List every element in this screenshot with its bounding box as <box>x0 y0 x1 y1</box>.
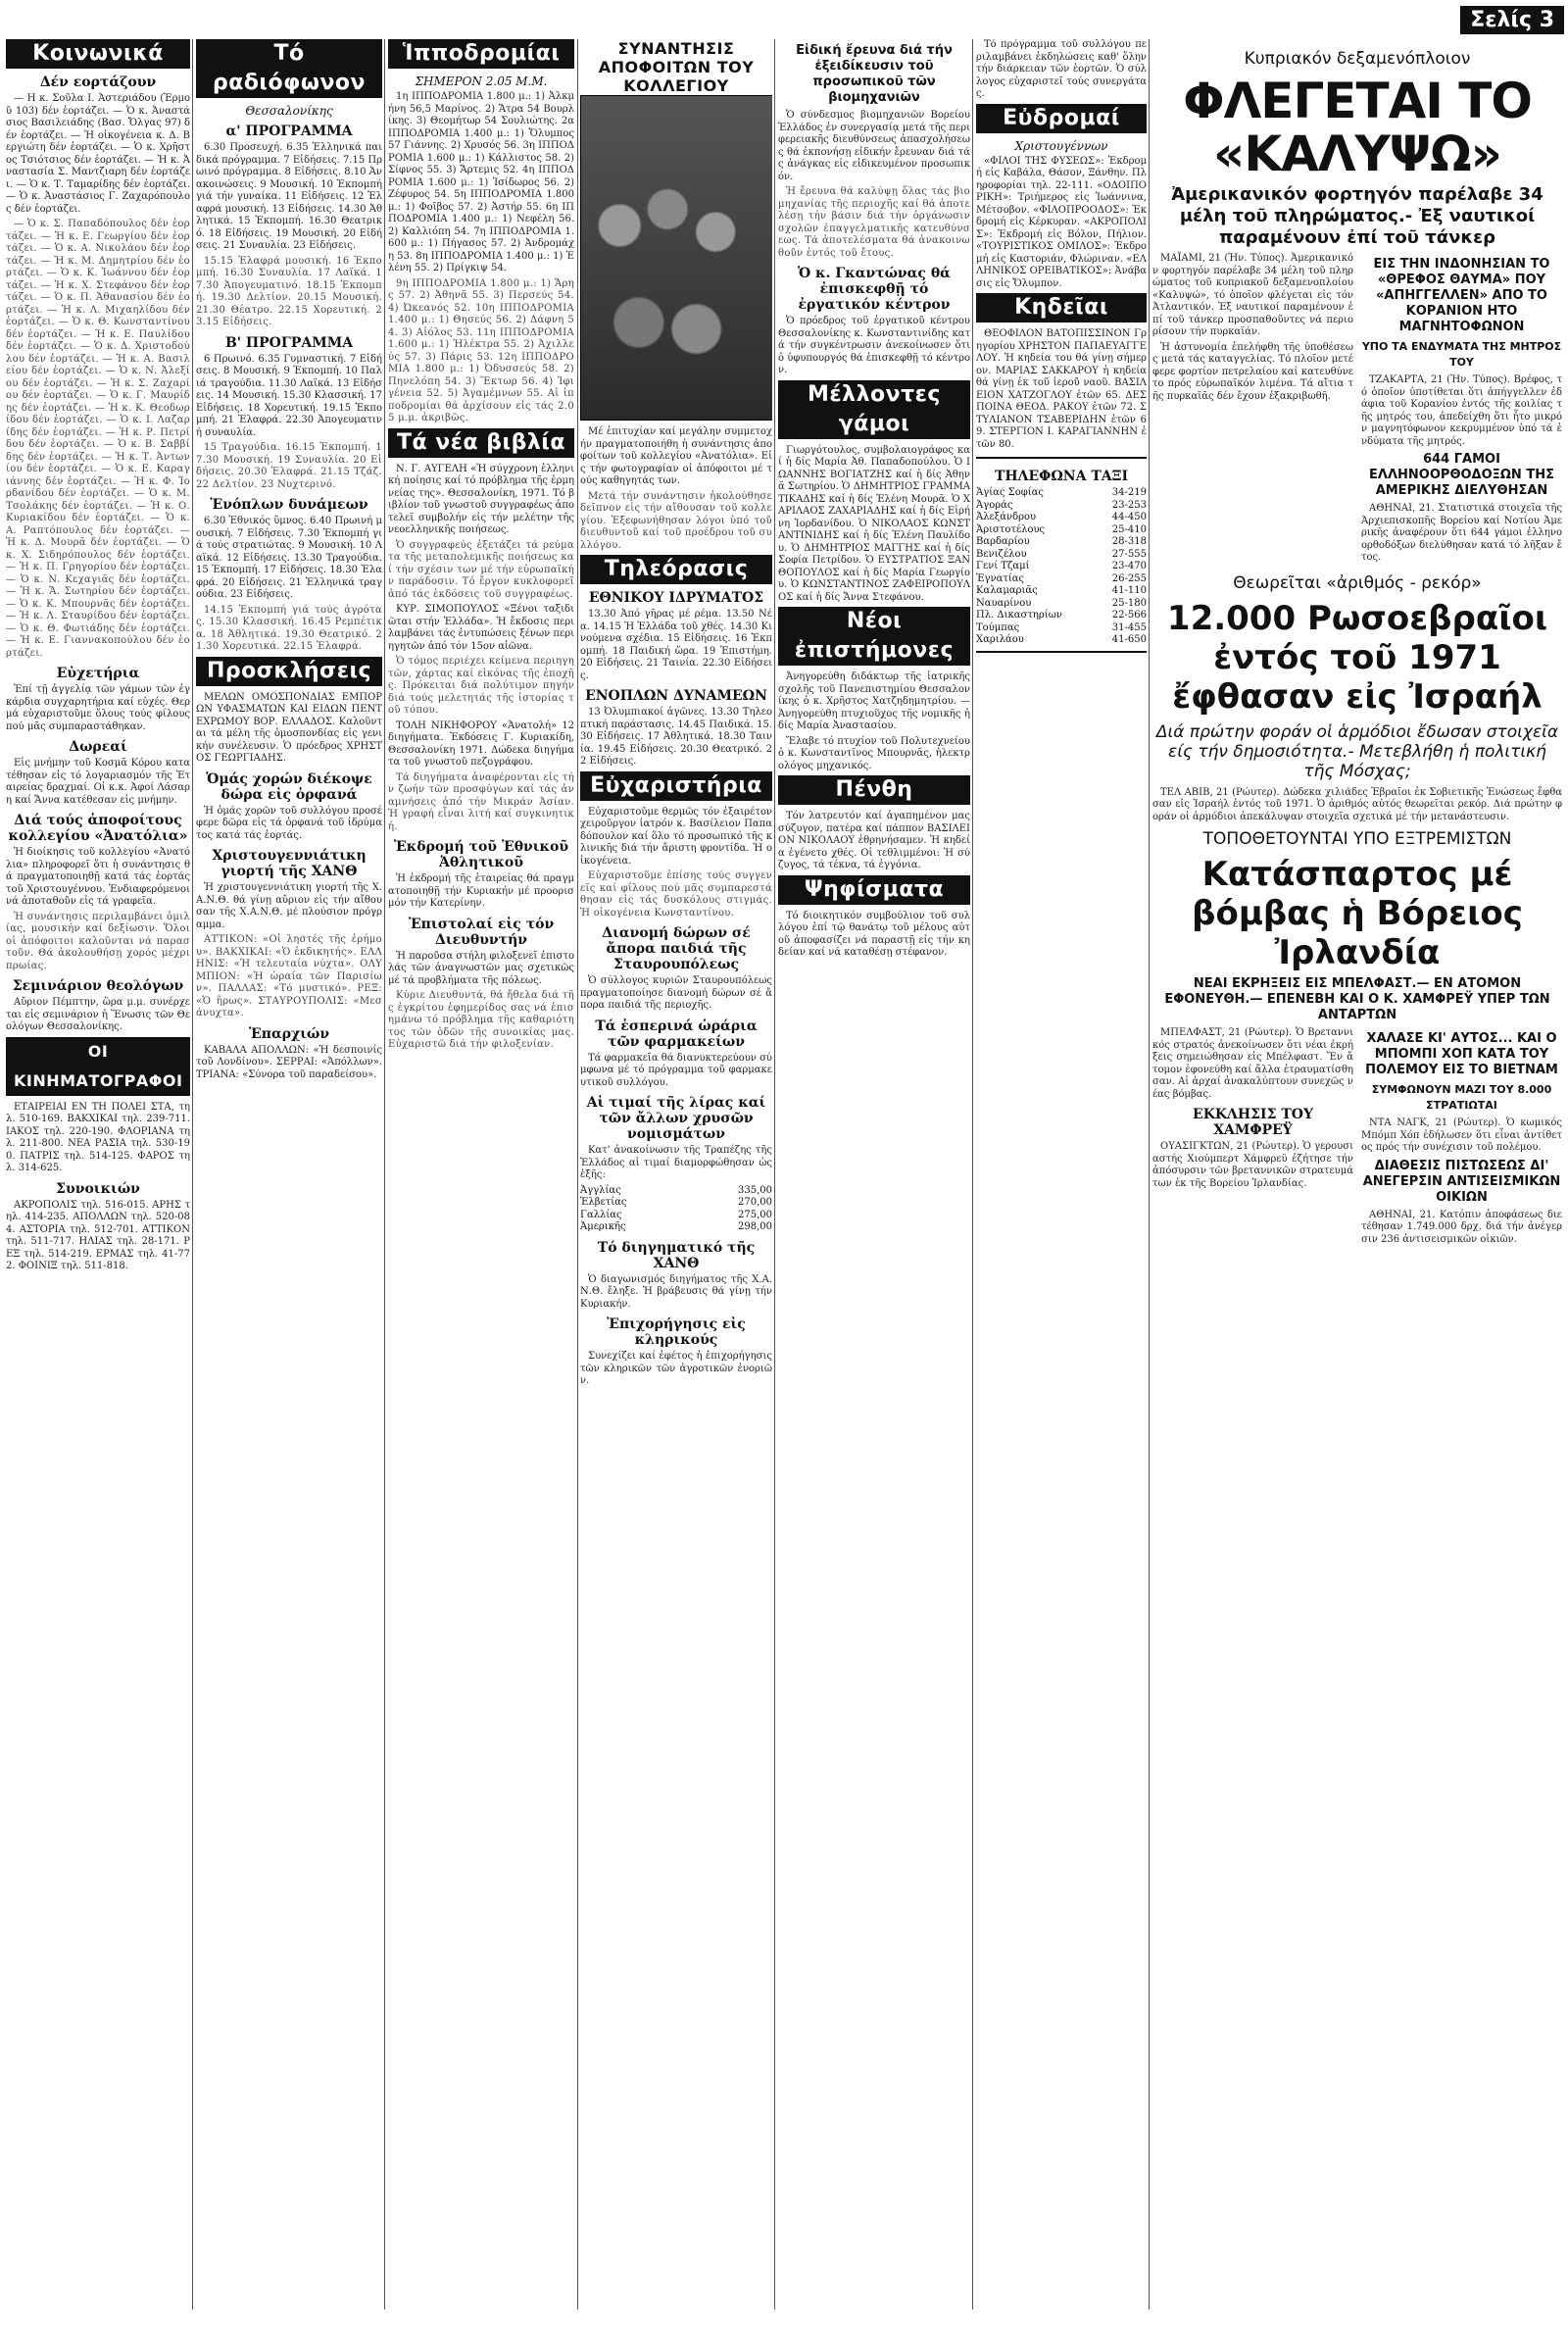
races-text: 1η ΙΠΠΟΔΡΟΜΙΑ 1.800 μ.: 1) Ἀλκμήνη 56,5 Μαρίνος. 2) Ἄτρα 54 Βουρλίκης. 3) Θεομήτωρ 54 Σουλιώτης. 2α ΙΠΠΟΔΡΟΜΙΑ 1.400 μ.: 1) Ὄλυμπος 57 Γιάννης. 2) Χρυσός 56. 3η ΙΠΠΟΔΡΟΜΙΑ 1.600 μ.: 1) Κάλλιστος 58. 2) Σίφνος 55. 3) Ἄρτεμις 52. 4η ΙΠΠΟΔΡΟΜΙΑ 1.600 μ.: 1) Ἰσίδωρος 56. 2) Ζέφυρος 54. 5η ΙΠΠΟΔΡΟΜΙΑ 1.800 μ.: 1) Φοῖβος 57. 2) Ἀστήρ 55. 6η ΙΠΠΟΔΡΟΜΙΑ 1.400 μ.: 1) Νεφέλη 56. 2) Καλλιόπη 54. 7η ΙΠΠΟΔΡΟΜΙΑ 1.600 μ.: 1) Πήγασος 57. 2) Ἀνδρομάχη 53. 8η ΙΠΠΟΔΡΟΜΙΑ 1.400 μ.: 1) Ἑλένη 55. 2) Πρίγκιψ 54. 9η ΙΠΠΟΔΡΟΜΙΑ 1.800 μ.: 1) Ἄρης 57. 2) Ἀθηνᾶ 55. 3) Περσεύς 54. 4) Ὠκεανός 52. 10η ΙΠΠΟΔΡΟΜΙΑ 1.400 μ.: 1) Θησεύς 56. 2) Δάφνη 54. 3) Αἰόλος 53. 11η ΙΠΠΟΔΡΟΜΙΑ 1.600 μ.: 1) Ἠλέκτρα 55. 2) Ἀχιλλεύς 57. 3) Πάρις 53. 12η ΙΠΠΟΔΡΟΜΙΑ 1.800 μ.: 1) Ὀδυσσεύς 58. 2) Πηνελόπη 54. 3) Ἕκτωρ 56. 4) Ἰφιγένεια 52. 5) Ἀγαμέμνων 55. Αἱ ἱπποδρομίαι θά ἀρχίσουν εἰς τάς 2.05 μ.μ. ἀκριβῶς. <box>388 91 574 423</box>
excursions-banner: Εὐδρομαί <box>976 104 1147 133</box>
kicker-ireland: ΤΟΠΟΘΕΤΟΥΝΤΑΙ ΥΠΟ ΕΞΤΡΕΜΙΣΤΩΝ <box>1202 829 1512 849</box>
column-rule <box>972 39 973 2309</box>
row-value: 22-566 <box>1111 610 1147 620</box>
column-alumni <box>580 39 772 2309</box>
gifts-text: Ὁ σύλλογος κυριῶν Σταυρουπόλεως πραγματοποίησε διανομή δώρων σέ ἄπορα παιδιά τῆς περιοχῆς. <box>580 975 772 1011</box>
row-value: 34-219 <box>1111 487 1147 498</box>
alumni-heading: Διά τούς ἀποφοίτους κολλεγίου «Ἀνατόλια» <box>8 813 188 844</box>
kicker-israel: Θεωρεῖται «ἀριθμός - ρεκόρ» <box>1233 572 1482 593</box>
row-value: 25-180 <box>1111 597 1147 609</box>
resolutions-banner: Ψηφίσματα <box>778 875 970 905</box>
research-heading: Εἰδική ἔρευνα διά τήν ἐξειδίκευσιν τοῦ προσωπικοῦ τῶν βιομηχανιῶν <box>796 43 953 105</box>
pharmacy-text: Τά φαρμακεῖα θά διανυκτερεύουν σύμφωνα μέ τό πρόγραμμα τοῦ φαρμακευτικοῦ συλλόγου. <box>580 1052 772 1088</box>
story-contest-heading: Τό διηγηματικό τῆς ΧΑΝΘ <box>597 1239 756 1271</box>
row-label: Ἀγοράς <box>976 499 1013 511</box>
table-row <box>976 487 1147 500</box>
clergy-text: Συνεχίζει καί ἐφέτος ἡ ἐπιχορήγησις τῶν κληρικῶν τῶν ἀγροτικῶν ἐνοριῶν. <box>580 1351 772 1386</box>
row-value: 23-253 <box>1111 499 1147 511</box>
column-races <box>388 39 574 2309</box>
row-value: 28-318 <box>1111 536 1147 547</box>
row-value: 298,00 <box>738 1221 772 1232</box>
bobhope-subheading: ΣΥΜΦΩΝΟΥΝ ΜΑΖΙ ΤΟΥ 8.000 ΣΤΡΑΤΙΩΤΑΙ <box>1371 1083 1552 1112</box>
headline-kalypso: ΦΛΕΓΕΤΑΙ ΤΟ «ΚΑΛΥΨΩ» <box>1183 73 1532 182</box>
row-label: Ναυαρίνου <box>976 597 1032 609</box>
scientists-banner: Νέοι ἐπιστήμονες <box>778 607 970 666</box>
row-value: 270,00 <box>738 1197 772 1208</box>
row-label: Ἀγγλίας <box>580 1184 621 1196</box>
dek-kalypso: Ἀμερικανικόν φορτηγόν παρέλαβε 34 μέλη τοῦ πληρώματος.- Ἐξ ναυτικοί παραμένουν ἐπί τοῦ τάνκερ <box>1171 184 1544 248</box>
alumni-photo <box>580 95 772 421</box>
table-row <box>580 1185 772 1198</box>
excursion-text: Ἡ ἐκδρομή τῆς ἑταιρείας θά πραγματοποιηθῇ τήν Κυριακήν μέ προορισμόν τήν Κατερίνην. <box>388 873 574 909</box>
seminar-text: Αὔριον Πέμπτην, ὥρα μ.μ. συνέρχεται εἰς σεμινάριον ἡ Ἕνωσις τῶν Θεολόγων Θεσσαλονίκης. <box>6 997 190 1032</box>
row-value: 27-555 <box>1111 548 1147 560</box>
forces-heading: Ἐνόπλων δυνάμεων <box>210 497 368 513</box>
races-banner: Ἱπποδρομίαι <box>388 39 574 69</box>
dek-israel: Διά πρώτην φοράν οἱ ἁρμόδιοι ἔδωσαν στοιχεῖα είς τήν δημοσιότητα.- Μετεβλήθη ἡ πολιτική τῆς Μόσχας; <box>1155 721 1559 781</box>
donations-heading: Δωρεαί <box>69 739 127 755</box>
column-rule <box>1149 39 1150 2309</box>
table-row <box>976 585 1147 598</box>
kalypso-text: ΜΑΪΑΜΙ, 21 (Ἡν. Τύπος). Ἀμερικανικόν φορτηγόν παρέλαβε 34 μέλη τοῦ πληρώματος τοῦ κυπριακοῦ δεξαμενοπλοίου «Καλυψώ», τό ὁποῖον φλέγεται εἰς τόν Ἀτλαντικόν. Ἐξ ναυτικοί παραμένουν ἐπί τοῦ τάνκερ προσπαθοῦντες νά περιορίσουν τήν πυρκαϊάν. Ἡ ἀστυνομία ἐπελήφθη τῆς ὑποθέσεως μετά τάς καταγγελίας. Τό πλοῖον μετέφερε φορτίον πετρελαίου καί κατευθύνετο πρός εὐρωπαϊκόν λιμένα. Τά αἴτια τῆς πυρκαϊᾶς δέν ἔχουν ἐξακριβωθῆ. <box>1152 253 1353 402</box>
table-row <box>976 561 1147 573</box>
ireland-split <box>1152 1027 1562 1249</box>
radio-banner: Τό ραδιόφωνον <box>196 39 382 98</box>
row-value: 23-470 <box>1111 561 1147 571</box>
israel-text: ΤΕΛ ΑΒΙΒ, 21 (Ρώυτερ). Δώδεκα χιλιάδες Ἑβραῖοι ἐκ Σοβιετικῆς Ἑνώσεως ἔφθασαν εἰς Ἰσραήλ ἐντός τοῦ 1971. Ὁ ἀριθμός αὐτός θεωρεῖται ρεκόρ. Διά πρώτην φοράν οἱ ἁρμόδιοι ἀπεκάλυψαν στοιχεῖα σχετικά μέ τήν μετανάστευσιν. <box>1152 786 1562 822</box>
taxi-table <box>976 487 1147 647</box>
credit-heading: ΔΙΑΘΕΣΙΣ ΠΙΣΤΩΣΕΩΣ ΔΙ' ΑΝΕΓΕΡΣΙΝ ΑΝΤΙΣΕΙΣΜΙΚΩΝ ΟΙΚΙΩΝ <box>1362 1158 1561 1205</box>
row-label: Ἐγνατίας <box>976 572 1025 584</box>
table-row <box>976 622 1147 635</box>
section-tag: Σελίς 3 <box>1460 6 1564 34</box>
alumni-text: Ἡ διοίκησις τοῦ κολλεγίου «Ἀνατόλια» πληροφορεῖ ὅτι ἡ συνάντησις θά πραγματοποιηθῇ κατά τάς ἑορτάς τοῦ Χριστουγέννου. Ἐνδιαφερόμενοι νά ἀποταθοῦν εἰς τά γραφεῖα. Ἡ συνάντησις περιλαμβάνει ὁμιλίας, μουσικήν καί δεξίωσιν. Ὅλοι οἱ ἀπόφοιτοι καλοῦνται νά παραστοῦν. Θά ἀκολουθήσῃ χορός μέχρι πρωίας. <box>6 847 190 971</box>
column-news <box>1152 43 1562 2309</box>
gold-prices-table <box>580 1185 772 1234</box>
races-intro: ΣΗΜΕΡΟΝ 2.05 Μ.Μ. <box>415 74 548 88</box>
choir-heading: Ὁμάς χορών διέκοψε δώρα εἰς ὀρφανά <box>206 770 372 803</box>
headline-israel: 12.000 Ρωσοεβραῖοι ἐντός τοῦ 1971 ἔφθασαν εἰς Ἰσραήλ <box>1166 598 1548 717</box>
forces-text: 6.30 Ἐθνικός ὕμνος. 6.40 Πρωινή μουσική. 7 Εἰδήσεις. 7.30 Ἐκπομπή γιά τούς στρατιώτας. 9 Μουσική. 10 Λαϊκά. 12 Εἰδήσεις. 13.30 Τραγούδια. 15 Ἐκπομπή. 17 Εἰδήσεις. 18.30 Ἐλαφρά. 20 Εἰδήσεις. 21 Ἐλληνικά τραγούδια. 23 Εἰδήσεις. 14.15 Ἐκπομπή γιά τούς ἀγρότας. 15.30 Κλασσική. 16.45 Ρεμπέτικα. 18 Ἀθλητικά. 19.30 Θεατρικό. 21.30 Χορευτικά. 22.15 Ἐλαφρά. <box>196 516 382 652</box>
ireland-text: ΜΠΕΛΦΑΣΤ, 21 (Ρώυτερ). Ὁ Βρεταννικός στρατός ἀνεκοίνωσεν ὅτι νέαι ἐκρήξεις σημειώθησαν εἰς Μπέλφαστ. Ἕν ἄτομον ἐφονεύθη καί ἄλλα ἐτραυματίσθησαν. Αἱ ἀρχαί ἀνακαλύπτουν συνεχῶς νέας βόμβας. <box>1152 1027 1353 1100</box>
books-banner: Τά νέα βιβλία <box>388 428 574 458</box>
society-banner: Κοινωνικά <box>6 39 190 69</box>
donations-text: Εἰς μνήμην τοῦ Κοσμᾶ Κόρου κατατέθησαν εἰς τό λογαριασμόν τῆς Ἐταιρείας δραχμαί. Οἱ κ.κ. Ἀφοί Λάσαρη καί Ἄννα κατέθεσαν εἰς μνήμην. <box>6 758 190 806</box>
gold-text: Κατ' ἀνακοίνωσιν τῆς Τραπέζης τῆς Ἑλλάδος αἱ τιμαί διαμορφώθησαν ὡς ἑξῆς: <box>580 1145 772 1180</box>
suburbs-heading: Συνοικιών <box>56 1180 140 1197</box>
station-name: Θεσσαλονίκης <box>245 104 333 118</box>
tv-banner: Τηλεόρασις <box>580 555 772 584</box>
mourning-text: Τόν λατρευτόν καί ἀγαπημένον μας σύζυγον, πατέρα καί πάππον ΒΑΣΙΛΕΙΟΝ ΝΙΚΟΛΑΟΥ ἐθρηνήσαμεν. Ἡ κηδεία ἐγένετο χθές. Οἱ τεθλιμμένοι: Ἡ σύζυγος, τά τέκνα, τά ἐγγόνια. <box>778 811 970 870</box>
weddings-banner: Μέλλοντες γάμοι <box>778 380 970 439</box>
program-b-heading: Β' ΠΡΟΓΡΑΜΜΑ <box>224 334 354 351</box>
credit-text: ΑΘΗΝΑΙ, 21. Κατόπιν ἀποφάσεως διετέθησαν 1.749.000 δρχ. διά τήν ἀνέγερσιν 236 ἀντισεισμικῶν οἰκιῶν. <box>1361 1209 1562 1245</box>
indonesia-text: ΤΖΑΚΑΡΤΑ, 21 (Ἡν. Τύπος). Βρέφος, τό ὁποῖον ὑποτίθεται ὅτι ἀπήγγελλεν ἐδάφια τοῦ Κορανίου ἐντός τῆς κοιλίας τῆς μητρός του, ἀπεδείχθη ὅτι ἦτο μικρόν μαγνητόφωνον κεκρυμμένον ὑπό τά ἐνδύματα τῆς μητρός. <box>1361 374 1562 447</box>
headline-ireland: Κατάσπαρτος μέ βόμβας ἡ Βόρειος Ἰρλανδία <box>1192 855 1523 972</box>
invitations-banner: Προσκλήσεις <box>196 657 382 686</box>
names-heading: Δέν εορτάζουν <box>39 74 157 90</box>
filler-text: — Ὁ κ. Σ. Παπαδόπουλος δέν ἑορτάζει. — Ἡ κ. Ε. Γεωργίου δέν ἑορτάζει. — Ὁ κ. Α. Νικολάου δέν ἑορτάζει. — Ἡ κ. Μ. Δημητρίου δέν ἑορτάζει. — Ὁ κ. Κ. Ἰωάννου δέν ἑορτάζει. — Ἡ κ. Χ. Στεφάνου δέν ἑορτάζει. — Ὁ κ. Π. Ἀθανασίου δέν ἑορτάζει. — Ἡ κ. Λ. Μιχαηλίδου δέν ἑορτάζει. — Ὁ κ. Θ. Κωνσταντίνου δέν ἑορτάζει. — Ἡ κ. Ε. Παυλίδου δέν ἑορτάζει. — Ὁ κ. Δ. Χριστοδούλου δέν ἑορτάζει. — Ἡ κ. Α. Βασιλείου δέν ἑορτάζει. — Ὁ κ. Ν. Ἀλεξίου δέν ἑορτάζει. — Ἡ κ. Σ. Ζαχαρίου δέν ἑορτάζει. — Ὁ κ. Γ. Μαυρίδης δέν ἑορτάζει. — Ἡ κ. Κ. Θεοδωρίδου δέν ἑορτάζει. — Ὁ κ. Ι. Λαζαρίδης δέν ἑορτάζει. — Ἡ κ. Ρ. Πετρίδου δέν ἑορτάζει. — Ὁ κ. Β. Σαββίδης δέν ἑορτάζει. — Ἡ κ. Τ. Ἀντωνίου δέν ἑορτάζει. — Ὁ κ. Ε. Καραγιάννης δέν ἑορτάζει. — Ἡ κ. Φ. Ἰορδανίδου δέν ἑορτάζει. — Ὁ κ. Μ. Τσολάκης δέν ἑορτάζει. — Ἡ κ. Ο. Κυριακίδου δέν ἑορτάζει. — Ὁ κ. Α. Ραπτόπουλος δέν ἑορτάζει. — Ἡ κ. Δ. Μουρᾶ δέν ἑορτάζει. — Ὁ κ. Χ. Σιδηρόπουλος δέν ἑορτάζει. — Ἡ κ. Π. Γρηγορίου δέν ἑορτάζει. — Ὁ κ. Ν. Κεχαγιᾶς δέν ἑορτάζει. — Ἡ κ. Ἄ. Σωτηρίου δέν ἑορτάζει. — Ὁ κ. Κ. Μπουρνᾶς δέν ἑορτάζει. — Ἡ κ. Λ. Σταυρίδου δέν ἑορτάζει. — Ὁ κ. Θ. Φωτιάδης δέν ἑορτάζει. — Ἡ κ. Ε. Γιαννακοπούλου δέν ἑορτάζει. <box>6 219 190 659</box>
row-value: 31-455 <box>1111 621 1147 633</box>
bobhope-text: ΝΤΑ ΝΑΓΚ, 21 (Ρώυτερ). Ὁ κωμικός Μπόμπ Χόπ ἐδήλωσεν ὅτι εἶναι ἀντίθετος πρός τήν συνέχισιν τοῦ πολέμου. <box>1361 1117 1562 1153</box>
column-radio <box>196 39 382 2309</box>
row-label: Βενιζέλου <box>976 548 1027 560</box>
marriages-text: ΑΘΗΝΑΙ, 21. Στατιστικά στοιχεῖα τῆς Ἀρχιεπισκοπῆς Βορείου καί Νοτίου Ἀμερικῆς ἀναφέρουν ὅτι 644 γάμοι ἐλληνοορθοδόξων διελύθησαν κατά τό λῆξαν ἔτος. <box>1361 503 1562 563</box>
column-rule <box>774 39 775 2309</box>
row-label: Γαλλίας <box>580 1209 622 1220</box>
labor-center-text: Ὁ πρόεδρος τοῦ ἐργατικοῦ κέντρου Θεσσαλονίκης κ. Κωνσταντινίδης κατά τήν συγκέντρωσιν ἀνεκοίνωσεν ὅτι ὁ ὑφυπουργός θά ἐπισκεφθῇ τό κέντρον. <box>778 316 970 375</box>
table-row <box>976 573 1147 586</box>
thanks-banner: Εὐχαριστήρια <box>580 771 772 801</box>
names-text: — Η κ. Σοῦλα Ι. Ἀστεριάδου (Ἑρμοῦ 103) δέν ἑορτάζει. — Ὁ κ. Ἀναστάσιος Βασιλειάδης (Βασ. Ὄλγας 97) δέν ἑορτάζει. — Ἡ οἰκογένεια κ. Δ. Βεργιώτη δέν ἑορτάζει. — Ὁ κ. Χρῆστος Τσιότσιος δέν ἑορτάζει. — Ἡ κ. Ἀναστασία Σ. Μαντζιαρη δέν ἑορτάζει. — Ὁ κ. Τ. Ταμαρίδης δέν ἑορτάζει. — Ὁ κ. Ἀναστάσιος Γ. Ζαχαρόπουλος δέν ἑορτάζει. — Ὁ κ. Σ. Παπαδόπουλος δέν ἑορτάζει. — Ἡ κ. Ε. Γεωργίου δέν ἑορτάζει. — Ὁ κ. Α. Νικολάου δέν ἑορτάζει. — Ἡ κ. Μ. Δημητρίου δέν ἑορτάζει. — Ὁ κ. Κ. Ἰωάννου δέν ἑορτάζει. — Ἡ κ. Χ. Στεφάνου δέν ἑορτάζει. — Ὁ κ. Π. Ἀθανασίου δέν ἑορτάζει. — Ἡ κ. Λ. Μιχαηλίδου δέν ἑορτάζει. — Ὁ κ. Θ. Κωνσταντίνου δέν ἑορτάζει. — Ἡ κ. Ε. Παυλίδου δέν ἑορτάζει. — Ὁ κ. Δ. Χριστοδούλου δέν ἑορτάζει. — Ἡ κ. Α. Βασιλείου δέν ἑορτάζει. — Ὁ κ. Ν. Ἀλεξίου δέν ἑορτάζει. — Ἡ κ. Σ. Ζαχαρίου δέν ἑορτάζει. — Ὁ κ. Γ. Μαυρίδης δέν ἑορτάζει. — Ἡ κ. Κ. Θεοδωρίδου δέν ἑορτάζει. — Ὁ κ. Ι. Λαζαρίδης δέν ἑορτάζει. — Ἡ κ. Ρ. Πετρίδου δέν ἑορτάζει. — Ὁ κ. Β. Σαββίδης δέν ἑορτάζει. — Ἡ κ. Τ. Ἀντωνίου δέν ἑορτάζει. — Ὁ κ. Ε. Καραγιάννης δέν ἑορτάζει. — Ἡ κ. Φ. Ἰορδανίδου δέν ἑορτάζει. — Ὁ κ. Μ. Τσολάκης δέν ἑορτάζει. — Ἡ κ. Ο. Κυριακίδου δέν ἑορτάζει. — Ὁ κ. Α. Ραπτόπουλος δέν ἑορτάζει. — Ἡ κ. Δ. Μουρᾶ δέν ἑορτάζει. — Ὁ κ. Χ. Σιδηρόπουλος δέν ἑορτάζει. — Ἡ κ. Π. Γρηγορίου δέν ἑορτάζει. — Ὁ κ. Ν. Κεχαγιᾶς δέν ἑορτάζει. — Ἡ κ. Ἄ. Σωτηρίου δέν ἑορτάζει. — Ὁ κ. Κ. Μπουρνᾶς δέν ἑορτάζει. — Ἡ κ. Λ. Σταυρίδου δέν ἑορτάζει. — Ὁ κ. Θ. Φωτιάδης δέν ἑορτάζει. — Ἡ κ. Ε. Γιαννακοπούλου δέν ἑορτάζει. <box>6 93 190 659</box>
table-row <box>976 512 1147 524</box>
alumni-meeting-heading: ΣΥΝΑΝΤΗΣΙΣ ΑΠΟΦΟΙΤΩΝ ΤΟΥ ΚΟΛΛΕΓΙΟΥ <box>598 39 755 95</box>
excursion-heading: Ἐκδρομή τοῦ Ἐθνικοῦ Ἀθλητικοῦ <box>393 839 569 870</box>
scientists-text: Ἀνηγορεύθη διδάκτωρ τῆς ἰατρικῆς σχολῆς τοῦ Πανεπιστημίου Θεσσαλονίκης ὁ κ. Χρῆστος Χατζηδημητρίου. — Ἀνηγορεύθη πτυχιοῦχος τῆς νομικῆς ἡ δίς Μαρία Ἀναστασίου. Ἔλαβε τό πτυχίον τοῦ Πολυτεχνείου ὁ κ. Κωνσταντῖνος Μπουρνᾶς, ἡλεκτρολόγος μηχανικός. <box>778 671 970 771</box>
xmas-heading: Χριστουγεννιάτικη γιορτή τῆς ΧΑΝΘ <box>212 848 367 879</box>
letters-heading: Ἐπιστολαί εἰς τόν Διευθυντήν <box>408 916 555 948</box>
column-excursions <box>976 39 1147 2309</box>
mourning-banner: Πένθη <box>778 775 970 805</box>
table-row <box>580 1221 772 1234</box>
photo-caption: Μέ ἐπιτυχίαν καί μεγάλην συμμετοχήν πραγματοποιήθη ἡ συνάντησις ἀποφοίτων τοῦ κολλεγίου «Ἀνατόλια». Εἰς τήν φωτογραφίαν οἱ ἀπόφοιτοι μέ τούς καθηγητάς των. Μετά τήν συνάντησιν ἠκολούθησε δεῖπνον εἰς τήν αἴθουσαν τοῦ κολλεγίου. Ἐξεφωνήθησαν λόγοι ὑπό τοῦ διευθυντοῦ καί τοῦ προέδρου τοῦ συλλόγου. <box>580 426 772 551</box>
row-value: 335,00 <box>738 1184 772 1196</box>
row-label: Ἀριστοτέλους <box>976 523 1046 535</box>
tv-b-text: 13 Ὀλυμπιακοί ἀγῶνες. 13.30 Τηλεοπτική παράστασις. 14.45 Παιδικά. 15.30 Εἰδήσεις. 17 Ἀθλητικά. 18.30 Ταινία. 19.45 Εἰδήσεις. 20.30 Θεατρικό. 22 Εἰδήσεις. <box>580 707 772 767</box>
row-label: Βαρδαρίου <box>976 536 1030 547</box>
dek-ireland: ΝΕΑΙ ΕΚΡΗΞΕΙΣ ΕΙΣ ΜΠΕΛΦΑΣΤ.— ΕΝ ΑΤΟΜΟΝ ΕΦΟΝΕΥΘΗ.— ΕΠΕΝΕΒΗ ΚΑΙ Ο Κ. ΧΑΜΦΡΕΫ ΥΠΕΡ ΤΩΝ ΑΝΤΑΡΤΩΝ <box>1164 976 1550 1022</box>
table-row <box>976 598 1147 611</box>
funerals-text: ΘΕΟΦΙΛΟΝ ΒΑΤΟΠΙΣΣΙΝΟΝ Γρηγορίου ΧΡΗΣΤΟΝ ΠΑΠΑΕΥΑΓΓΕΛΟΥ. Ἡ κηδεία του θά γίνῃ σήμερον. ΜΑΡΙΑΣ ΣΑΚΚΑΡΟΥ ἡ κηδεία θά γίνῃ ἐκ τοῦ ἱεροῦ ναοῦ. ΒΑΣΙΛΕΙΟΝ ΧΑΤΖΟΓΛΟΥ ἐτῶν 65. ΔΕΣΠΟΙΝΑ ΘΕΟΔ. ΡΑΚΟΥ ἐτῶν 72. ΣΤΥΛΙΑΝΟΝ ΤΣΑΒΕΡΙΔΗΝ ἐτῶν 69. ΣΤΕΡΓΙΟΝ Ι. ΚΑΡΑΓΙΑΝΝΗΝ ἐτῶν 80. <box>976 328 1147 450</box>
province-heading: Ἐπαρχιών <box>248 1025 330 1042</box>
table-row <box>976 536 1147 549</box>
row-label: Καλαμαριᾶς <box>976 585 1038 596</box>
research-text: Ὁ σύνδεσμος βιομηχανιῶν Βορείου Ἑλλάδος ἐν συνεργασίᾳ μετά τῆς περιφερειακῆς διευθύνσεως ἀπασχολήσεως θά ἐκπονήσῃ εἰδικήν ἔρευναν διά τάς ἀνάγκας εἰς εἰδικευμένον προσωπικόν. Ἡ ἔρευνα θά καλύψῃ ὅλας τάς βιομηχανίας τῆς περιοχῆς καί θά ἀποτελέσῃ τήν βάσιν διά τήν ὀργάνωσιν σχολῶν ἐπαγγελματικῆς κατευθύνσεως. Τά ἀποτελέσματα θά ἀνακοινωθοῦν ἐντός τοῦ ἔτους. <box>778 110 970 259</box>
row-value: 44-450 <box>1111 512 1147 522</box>
funerals-banner: Κηδεῖαι <box>976 293 1147 323</box>
humphrey-text: ΟΥΑΣΙΓΚΤΩΝ, 21 (Ρώυτερ). Ὁ γερουσιαστής Χιούμπερτ Χάμφρεϋ ἐζήτησε τήν ἀπόσυρσιν τῶν βρεταννικῶν στρατευμάτων ἐκ τῆς Βορείου Ἰρλανδίας. <box>1152 1141 1353 1189</box>
pharmacy-heading: Τά ἐσπερινά ὡράρια τῶν φαρμακείων <box>595 1018 758 1050</box>
tv-b-heading: ΕΝΟΠΛΩΝ ΔΥΝΑΜΕΩΝ <box>585 688 767 704</box>
story-contest-text: Ὁ διαγωνισμός διηγήματος τῆς Χ.Α.Ν.Θ. ἔληξε. Ἡ βράβευσις θά γίνῃ τήν Κυριακήν. <box>580 1273 772 1310</box>
row-value: 275,00 <box>738 1209 772 1220</box>
table-row <box>976 500 1147 513</box>
table-row <box>976 634 1147 647</box>
program-b-text: 6 Πρωινό. 6.35 Γυμναστική. 7 Εἰδήσεις. 8 Μουσική. 9 Ἐκπομπή. 10 Παλιά τραγούδια. 11.30 Λαϊκά. 13 Εἰδήσεις. 14 Μουσική. 15.30 Κλασσική. 17 Εἰδήσεις. 18 Χορευτική. 19.15 Ἐκπομπή. 21 Ἐλαφρά. 22.30 Ἀπογευματινή συναυλία. 15 Τραγούδια. 16.15 Ἐκπομπή. 17.30 Μουσική. 19 Συναυλία. 20 Εἰδήσεις. 20.30 Ἐλαφρά. 21.15 Τζάζ. 22 Δελτίον. 23 Νυχτερινό. <box>196 353 382 490</box>
row-value: 26-255 <box>1111 572 1147 584</box>
table-row <box>976 524 1147 537</box>
indonesia-subheading: ΥΠΟ ΤΑ ΕΝΔΥΜΑΤΑ ΤΗΣ ΜΗΤΡΟΣ ΤΟΥ <box>1361 340 1562 369</box>
row-label: Πλ. Δικαστηρίων <box>976 610 1062 620</box>
cinema-text: ΕΤΑΙΡΕΙΑΙ ΕΝ ΤΗ ΠΟΛΕΙ ΣΤΑ, τηλ. 510-169. ΒΑΚΧΙΚΑΙ τηλ. 239-711. ΙΑΚΟΣ τηλ. 220-190. ΦΛΟΡΙΑΝΑ τηλ. 211-800. ΝΕΑ ΡΑΣΙΑ τηλ. 530-190. ΠΑΤΡΙΣ τηλ. 514-125. ΦΑΡΟΣ τηλ. 314-625. <box>6 1101 190 1173</box>
seminar-heading: Σεμινάριον θεολόγων <box>12 978 184 994</box>
gifts-heading: Διανομή δώρων σέ ἄπορα παιδιά τῆς Σταυρουπόλεως <box>602 925 751 972</box>
row-label: Τούμπας <box>976 621 1020 633</box>
table-row <box>580 1210 772 1222</box>
table-row <box>976 549 1147 562</box>
row-value: 25-410 <box>1111 523 1147 535</box>
tv-a-text: 13.30 Ἀπό γῆρας μέ ρέμα. 13.50 Νέα. 14.15 Ἡ Ἑλλάδα τοῦ χθές. 14.30 Κινούμενα σχέδια. 15 Εἰδήσεις. 16 Ἐκπομπή. 18 Παιδική ὥρα. 19 Ἐπιστήμη. 20 Εἰδήσεις. 21 Ταινία. 22.30 Εἰδήσεις. <box>580 609 772 681</box>
column-weddings <box>778 39 970 2309</box>
table-row <box>580 1197 772 1210</box>
bobhope-heading: ΧΑΛΑΣΕ ΚΙ' ΑΥΤΟΣ... ΚΑΙ Ο ΜΠΟΜΠΙ ΧΟΠ ΚΑΤΑ ΤΟΥ ΠΟΛΕΜΟΥ ΕΙΣ ΤΟ ΒΙΕΤΝΑΜ <box>1365 1031 1558 1077</box>
top-text: Τό πρόγραμμα τοῦ συλλόγου περιλαμβάνει ἐκδηλώσεις καθ' ὅλην τήν διάρκειαν τῶν ἑορτῶν. Ὁ σύλλογος εὐχαριστεῖ τούς συνεργάτας. <box>976 39 1147 99</box>
humphrey-heading: ΕΚΚΛΗΣΙΣ ΤΟΥ ΧΑΜΦΡΕΫ <box>1193 1107 1313 1138</box>
program-a-text: 6.30 Προσευχή. 6.35 Ἑλληνικά παιδικά πρόγραμμα. 7 Εἰδήσεις. 7.15 Πρωινό πρόγραμμα. 8 Εἰδήσεις. 8.10 Ἀνακοινώσεις. 9 Μουσική. 10 Ἐκπομπή γιά τήν γυναίκα. 11 Εἰδήσεις. 12 Ἐλαφρά μουσική. 13 Εἰδήσεις. 14.30 Ἀθλητικά. 15 Ἐκπομπή. 16.30 Θεατρικό. 18 Εἰδήσεις. 19 Μουσική. 20 Εἰδήσεις. 21 Συναυλία. 23 Εἰδήσεις. 15.15 Ἐλαφρά μουσική. 16 Ἐκπομπή. 16.30 Συναυλία. 17 Λαϊκά. 17.30 Ἀπογευματινό. 18.15 Ἐκπομπή. 19.30 Δελτίον. 20.15 Μουσική. 21.30 Θέατρο. 22.15 Χορευτική. 23.15 Εἰδήσεις. <box>196 142 382 327</box>
table-row <box>976 610 1147 622</box>
column-society <box>6 39 190 2309</box>
clergy-heading: Ἐπιχορήγησις εἰς κληρικούς <box>607 1316 746 1348</box>
kalypso-split <box>1152 253 1562 568</box>
books-text-2: ΚΥΡ. ΣΙΜΟΠΟΥΛΟΣ «Ξένοι ταξιδιῶται στήν Ἑλλάδα». Ἡ ἔκδοσις περιλαμβάνει τάς ἐντυπώσεις ξένων περιηγητῶν ἀπό τόν 15ον αἰῶνα. Ὁ τόμος περιέχει κείμενα περιηγητῶν, χάρτας καί εἰκόνας τῆς ἐποχῆς. Πρόκειται διά πολύτιμον πηγήν διά τούς μελετητάς τῆς ἱστορίας τοῦ τόπου. <box>388 604 574 716</box>
column-rule <box>577 39 578 2309</box>
row-value: 41-650 <box>1111 634 1147 645</box>
wishes-text: Ἐπί τῇ ἀγγελίᾳ τῶν γάμων τῶν ἐγκάρδια συγχαρητήρια καί εὐχές. Θερμά εὐχαριστοῦμε ὅλους τούς φίλους πού μᾶς συμπαραστάθηκαν. <box>6 684 190 732</box>
wishes-heading: Εὐχετήρια <box>56 666 140 681</box>
program-a-heading: α' ΠΡΟΓΡΑΜΜΑ <box>225 124 353 139</box>
row-label: Χαριλάου <box>976 634 1024 645</box>
kicker-kalypso: Κυπριακόν δεξαμενόπλοιον <box>1244 49 1471 69</box>
row-label: Ἀλεξάνδρου <box>976 512 1037 522</box>
row-label: Γενί Τζαμί <box>976 561 1030 571</box>
taxi-box <box>976 457 1147 653</box>
choir-text: Ἡ ὁμάς χορῶν τοῦ συλλόγου προσέφερε δῶρα εἰς τά ὀρφανά τοῦ ἱδρύματος κατά τάς ἑορτάς. <box>196 805 382 841</box>
cinema-banner: ΟΙ ΚΙΝΗΜΑΤΟΓΡΑΦΟΙ <box>6 1037 190 1096</box>
letters-text: Ἡ παροῦσα στήλη φιλοξενεῖ ἐπιστολάς τῶν ἀναγνωστῶν μας σχετικῶς μέ τά προβλήματα τῆς πόλεως. Κύριε Διευθυντά, θά ἤθελα διά τῆς ἐγκρίτου ἐφημερίδος σας νά ἐπισημάνω τό πρόβλημα τῆς καθαριότητος τῶν ὁδῶν τῆς συνοικίας μας. Εὐχαριστῶ διά τήν φιλοξενίαν. <box>388 950 574 1050</box>
books-text-3: ΤΟΛΗ ΝΙΚΗΦΟΡΟΥ «Ἀνατολή» 12 διηγήματα. Ἐκδόσεις Γ. Κυριακίδη, Θεσσαλονίκη 1971. Δώδεκα διηγήματα τοῦ γνωστοῦ πεζογράφου. Τά διηγήματα ἀναφέρονται εἰς τήν ζωήν τῶν προσφύγων καί τάς ἀναμνήσεις ἀπό τήν Μικράν Ἀσίαν. Ἡ γραφή εἶναι λιτή καί συγκινητική. <box>388 720 574 832</box>
suburbs-text: ΑΚΡΟΠΟΛΙΣ τηλ. 516-015. ΑΡΗΣ τηλ. 414-235. ΑΠΟΛΛΩΝ τηλ. 520-084. ΑΣΤΟΡΙΑ τηλ. 512-701. ΑΤΤΙΚΟΝ τηλ. 511-717. ΗΛΙΑΣ τηλ. 28-171. ΡΕΞ τηλ. 514-219. ΕΡΜΑΣ τηλ. 41-772. ΦΟΙΝΙΞ τηλ. 511-818. <box>6 1199 190 1271</box>
xmas-excursions-heading: Χριστουγέννων <box>1014 138 1108 153</box>
resolutions-text: Τό διοικητικόν συμβούλιον τοῦ συλλόγου ἐπί τῷ θανάτῳ τοῦ μέλους αὐτοῦ ἀποφασίζει νά παραστῇ εἰς τήν κηδείαν καί νά καταθέσῃ στέφανον. <box>778 910 970 958</box>
xmas-text: Ἡ χριστουγεννιάτικη γιορτή τῆς Χ.Α.Ν.Θ. θά γίνῃ αὔριον εἰς τήν αἴθουσαν τῆς Χ.Α.Ν.Θ. μέ πλούσιον πρόγραμμα. ΑΤΤΙΚΟΝ: «Οἱ ληστές τῆς ἐρήμου». ΒΑΚΧΙΚΑΙ: «Ὁ ἐκδικητής». ΕΛΛΗΝΙΣ: «Ἡ τελευταία νύχτα». ΟΛΥΜΠΙΟΝ: «Ἡ ὡραία τῶν Παρισίων». ΠΑΛΛΑΣ: «Τό μυστικό». ΡΕΞ: «Ὁ ἥρως». ΣΤΑΥΡΟΥΠΟΛΙΣ: «Μεσάνυχτα». <box>196 882 382 1018</box>
thanks-text: Εὐχαριστοῦμε θερμῶς τόν ἐξαιρέτον χειροῦργον ἰατρόν κ. Βασίλειον Παπαδόπουλον καί ὅλο τό προσωπικό τῆς κλινικῆς διά τήν ἄριστη φροντίδα. Ἡ οἰκογένεια. Εὐχαριστοῦμε ἐπίσης τούς συγγενεῖς καί φίλους πού μᾶς συμπαρεστάθησαν εἰς τάς δυσκόλους στιγμάς. Ἡ οἰκογένεια Κωνσταντίνου. <box>580 806 772 918</box>
marriages-heading: 644 ΓΑΜΟΙ ΕΛΛΗΝΟΟΡΘΟΔΟΞΩΝ ΤΗΣ ΑΜΕΡΙΚΗΣ ΔΙΕΛΥΘΗΣΑΝ <box>1369 452 1554 498</box>
row-label: Ἑλβετίας <box>580 1197 627 1208</box>
column-rule <box>192 39 193 2309</box>
row-label: Ἁγίας Σοφίας <box>976 487 1045 498</box>
row-value: 41-110 <box>1111 585 1147 596</box>
weddings-text: Γιωργότουλος, συμβολαιογράφος καί ἡ δίς Μαρία Ἀθ. Παπαδοπούλου. Ὁ ΙΩΑΝΝΗΣ ΒΟΓΙΑΤΖΗΣ καί ἡ δίς Ἀθηνᾶ Σωτηρίου. Ὁ ΔΗΜΗΤΡΙΟΣ ΓΡΑΜΜΑΤΙΚΑΔΗΣ καί ἡ δίς Ἑλένη Μουρᾶ. Ὁ ΧΑΡΙΛΑΟΣ ΖΑΧΑΡΙΑΔΗΣ καί ἡ δίς Εἰρήνη Ἰορδανίδου. Ὁ ΝΙΚΟΛΑΟΣ ΚΩΝΣΤΑΝΤΙΝΙΔΗΣ καί ἡ δίς Ἑλένη Παυλίδου. Ὁ ΔΗΜΗΤΡΙΟΣ ΜΑΓΓΗΣ καί ἡ δίς Σοφία Πετρίδου. Ὁ ΕΥΣΤΡΑΤΙΟΣ ΞΑΝΘΟΠΟΥΛΟΣ καί ἡ δίς Μαρία Γεωργίου. Ὁ ΚΩΝΣΤΑΝΤΙΝΟΣ ΖΑΦΕΙΡΟΠΟΥΛΟΣ καί ἡ δίς Ἄννα Στεφάνου. <box>778 444 970 603</box>
column-rule <box>384 39 385 2309</box>
row-label: Ἀμερικῆς <box>580 1221 626 1232</box>
books-text-1: Ν. Γ. ΑΥΓΕΛΗ «Ἡ σύγχρονη ἑλληνική ποίησις καί τό πρόβλημα τῆς ἑρμηνείας της». Θεσσαλονίκη, 1971. Τό βιβλίον τοῦ γνωστοῦ συγγραφέως ἀποτελεῖ συμβολήν εἰς τήν μελέτην τῆς νεοελληνικῆς ποιήσεως. Ὁ συγγραφεύς ἐξετάζει τά ρεύματα τῆς μεταπολεμικῆς ποιήσεως καί τήν σχέσιν των μέ τήν εὐρωπαϊκήν παράδοσιν. Τό ἔργον κυκλοφορεῖ ἀπό τάς ἐκδόσεις τοῦ συγγραφέως. <box>388 463 574 600</box>
invitations-text: ΜΕΛΩΝ ΟΜΟΣΠΟΝΔΙΑΣ ΕΜΠΟΡΩΝ ΥΦΑΣΜΑΤΩΝ ΚΑΙ ΕΙΔΩΝ ΠΕΝΤΕΧΡΩΜΟΥ ΒΟΡ. ΕΛΛΑΔΟΣ. Καλοῦνται τά μέλη τῆς ὁμοσπονδίας εἰς γενικήν συνέλευσιν. Ὁ πρόεδρος ΧΡΗΣΤΟΣ ΓΕΩΡΓΙΑΔΗΣ. <box>196 691 382 764</box>
gold-heading: Αἱ τιμαί τῆς λίρας καί τῶν ἄλλων χρυσῶν νομισμάτων <box>586 1095 766 1142</box>
tv-a-heading: ΕΘΝΙΚΟΥ ΙΔΡΥΜΑΤΟΣ <box>588 590 764 606</box>
taxi-heading: ΤΗΛΕΦΩΝΑ ΤΑΞΙ <box>994 469 1129 484</box>
excursions-text: «ΦΙΛΟΙ ΤΗΣ ΦΥΣΕΩΣ»: Ἐκδρομή εἰς Καβάλα, Θάσον, Ξάνθην. Πληροφορίαι τηλ. 22-111. «ΟΔΟΙΠΟΡΙΚΗ»: Τριήμερος εἰς Ἰωάννινα, Μέτσοβον. «ΦΙΛΟΠΡΟΟΔΟΣ»: Ἐκδρομή εἰς Κέρκυραν. «ΑΚΡΟΠΟΛΙΣ»: Ἐκδρομή εἰς Βόλον, Πήλιον. «ΤΟΥΡΙΣΤΙΚΟΣ ΟΜΙΛΟΣ»: Ἐκδρομή εἰς Καστοριάν, Φλώριναν. «ΕΛΛΗΝΙΚΟΣ ΟΡΕΙΒΑΤΙΚΟΣ»: Ἀνάβασις εἰς Ὄλυμπον. <box>976 155 1147 289</box>
indonesia-heading: ΕΙΣ ΤΗΝ ΙΝΔΟΝΗΣΙΑΝ ΤΟ «ΘΡΕΦΟΣ ΘΑΥΜΑ» ΠΟΥ «ΑΠΗΓΓΕΛΛΕΝ» ΑΠΟ ΤΟ ΚΟΡΑΝΙΟΝ ΗΤΟ ΜΑΓΝΗΤΟΦΩΝΟΝ <box>1373 257 1550 334</box>
province-text: ΚΑΒΑΛΑ ΑΠΟΛΛΩΝ: «Ἡ δεσποινίς τοῦ Λονδίνου». ΣΕΡΡΑΙ: «Ἀπόλλων». ΤΡΙΑΝΑ: «Σύνορα τοῦ παραδείσου». <box>196 1044 382 1080</box>
labor-center-heading: Ὁ κ. Γκαντώνας θά ἐπισκεφθῇ τό ἐργατικόν κέντρον <box>798 266 951 313</box>
